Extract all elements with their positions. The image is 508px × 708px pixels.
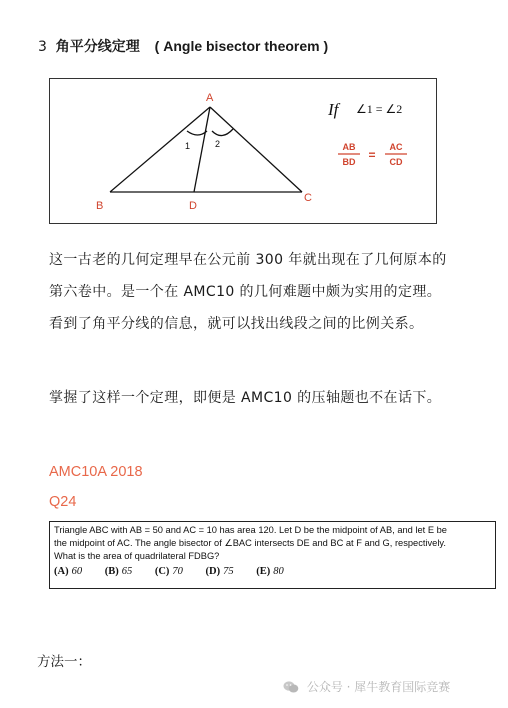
wechat-icon [283,680,299,697]
problem-line-3: What is the area of quadrilateral FDBG? [54,551,220,561]
note-condition: ∠1 = ∠2 [356,102,403,116]
choice-d: (D) 75 [205,566,234,577]
section-title-cn: 角平分线定理 [55,39,140,55]
bisector-ad [194,107,210,192]
fraction-2-numerator: AC [389,142,403,152]
fraction-1-numerator: AB [342,142,356,152]
summary-paragraph: 掌握了这样一个定理，即便是 AMC10 的压轴题也不在话下。 [49,390,442,406]
angle-label-1: 1 [185,141,191,151]
choice-b: (B) 65 [104,566,133,577]
angle-arc-1 [187,131,207,135]
label-b: B [96,200,104,212]
question-number: Q24 [49,494,77,510]
section-heading [38,36,328,56]
section-title-en: ( Angle bisector theorem ) [154,38,329,54]
intro-paragraph: 这一古老的几何定理早在公元前 300 年就出现在了几何原本的第六卷中。是一个在 AMC10 的几何难题中颇为实用的定理。看到了角平分线的信息，就可以找出线段之间的比例关系。 [49,252,447,332]
triangle-figure [49,78,437,224]
problem-line-1: Triangle ABC with AB = 50 and AC = 10 has area 120. Let D be the midpoint of AB, and let E be [54,525,447,535]
watermark [283,678,450,697]
angle-label-2: 2 [215,139,221,149]
choice-a: (A) 60 [54,566,83,577]
label-d: D [189,200,197,212]
fraction-2-denominator: CD [389,157,403,167]
angle-arc-2 [212,129,233,136]
contest-source: AMC10A 2018 [49,464,143,480]
watermark-text: 公众号 · 犀牛教育国际竞赛 [306,680,451,694]
fraction-equals: = [368,148,376,162]
triangle-diagram [50,79,436,223]
side-ac [210,107,302,192]
side-ab [110,107,210,192]
fraction-1-denominator: BD [342,157,356,167]
section-number: 3 [38,39,47,55]
choice-c: (C) 70 [154,566,183,577]
method-label: 方法一： [37,654,91,670]
problem-line-2: the midpoint of AC. The angle bisector of ∠BAC intersects DE and BC at F and G, respectively. [54,538,446,548]
note-if: If [328,100,339,119]
problem-box [49,521,496,589]
label-a: A [206,92,214,104]
label-c: C [304,192,312,204]
choice-e: (E) 80 [256,566,284,577]
answer-choices [54,565,491,578]
